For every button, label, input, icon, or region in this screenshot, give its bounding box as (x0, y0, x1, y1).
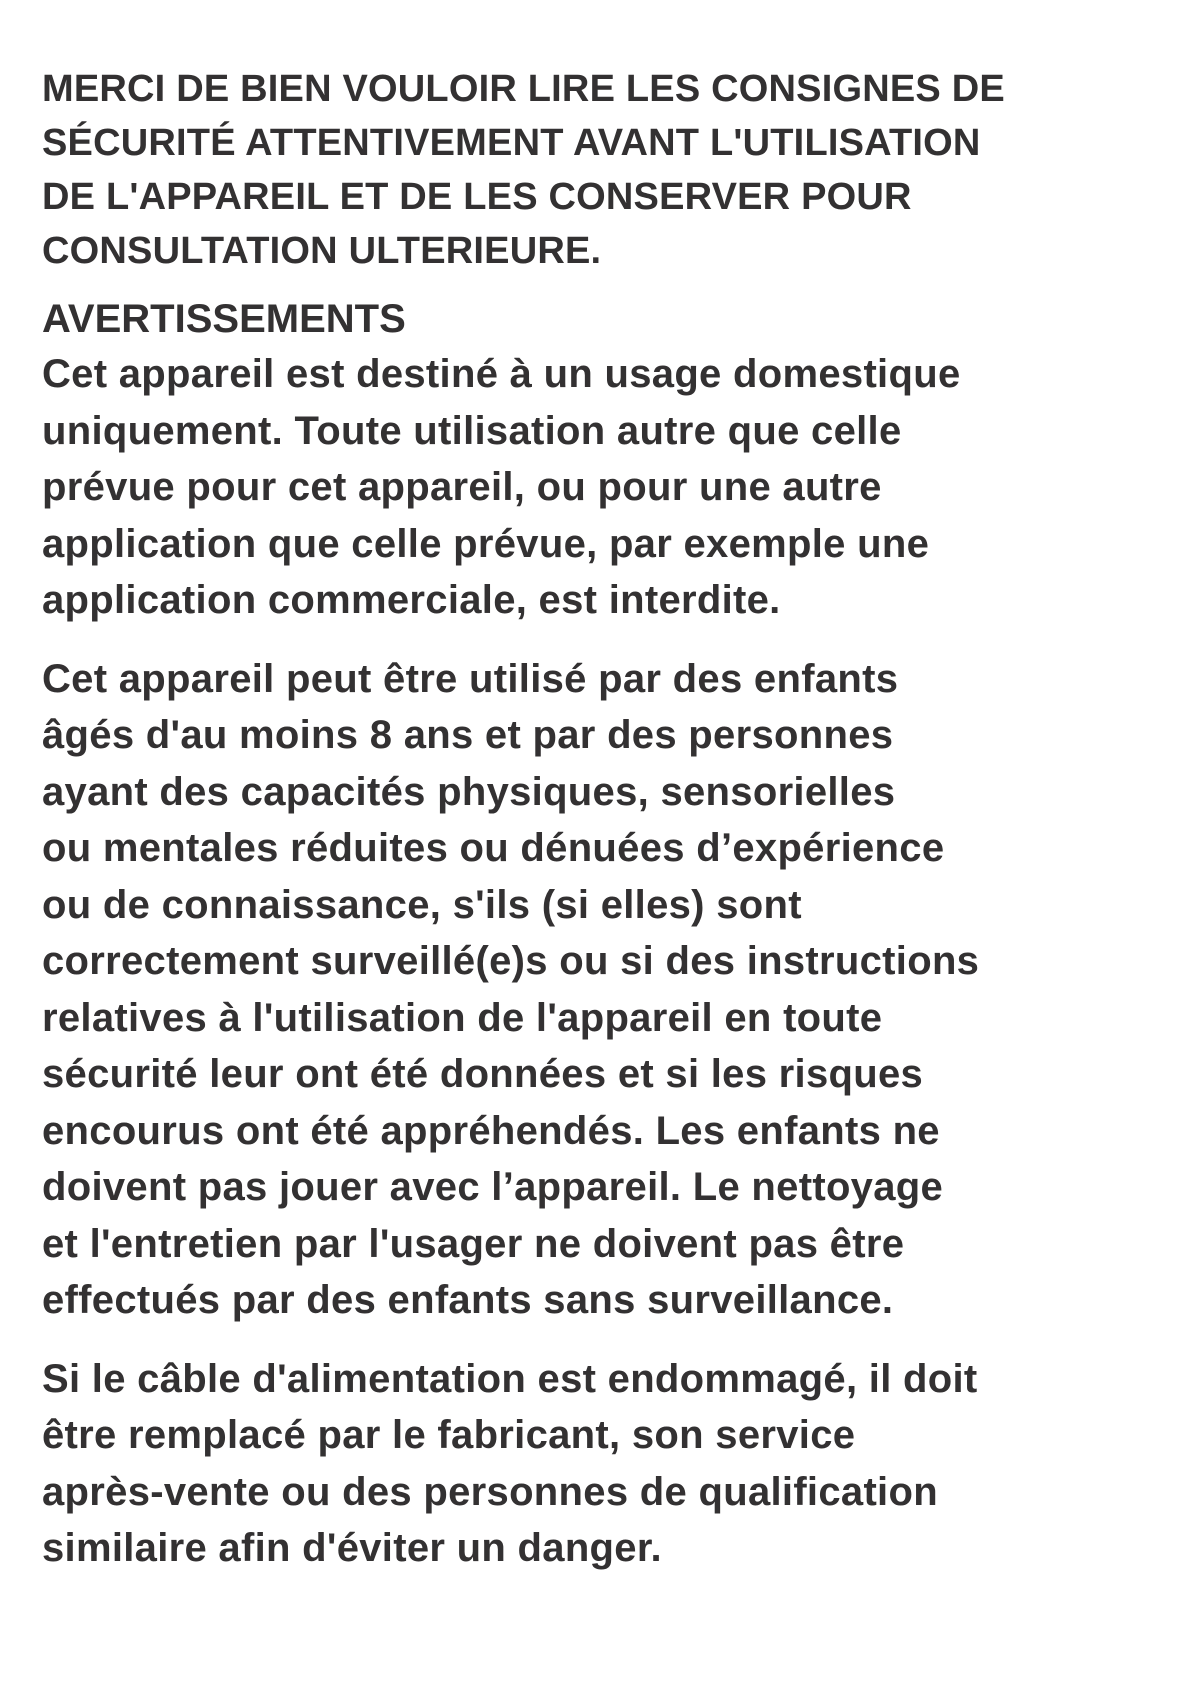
paragraph-line: sécurité leur ont été données et si les risques (42, 1052, 924, 1096)
paragraph-line: application que celle prévue, par exemple une (42, 521, 930, 566)
intro-line: SÉCURITÉ ATTENTIVEMENT AVANT L'UTILISATION (42, 122, 981, 164)
paragraph-line: âgés d'au moins 8 ans et par des personnes (42, 713, 894, 757)
paragraph-line: uniquement. Toute utilisation autre que celle (42, 408, 902, 453)
paragraph-line: ou mentales réduites ou dénuées d’expérience (42, 826, 945, 870)
paragraph-power-cable (42, 1351, 1172, 1577)
paragraph-line: ayant des capacités physiques, sensorielles (42, 769, 896, 814)
paragraph-line: prévue pour cet appareil, ou pour une autre (42, 465, 882, 509)
paragraph-line: application commerciale, est interdite. (42, 578, 781, 622)
paragraph-line: et l'entretien par l'usager ne doivent pas être (42, 1221, 905, 1266)
intro-line: MERCI DE BIEN VOULOIR LIRE LES CONSIGNES DE (42, 68, 1005, 110)
paragraph-domestic-use (42, 346, 1172, 629)
paragraph-line: relatives à l'utilisation de l'appareil en toute (42, 995, 883, 1040)
paragraph-line: Si le câble d'alimentation est endommagé, il doit (42, 1356, 978, 1401)
intro-line: CONSULTATION ULTERIEURE. (42, 230, 602, 272)
paragraph-line: après-vente ou des personnes de qualification (42, 1469, 938, 1514)
paragraph-line: encourus ont été appréhendés. Les enfants ne (42, 1108, 940, 1153)
section-heading-warnings: AVERTISSEMENTS (42, 297, 406, 341)
paragraph-line: doivent pas jouer avec l’appareil. Le nettoyage (42, 1165, 944, 1209)
paragraph-line: ou de connaissance, s'ils (si elles) sont (42, 882, 802, 927)
paragraph-line: effectués par des enfants sans surveillance. (42, 1278, 894, 1322)
paragraph-line: Cet appareil peut être utilisé par des enfants (42, 656, 899, 701)
paragraph-line: être remplacé par le fabricant, son service (42, 1413, 856, 1457)
paragraph-line: similaire afin d'éviter un danger. (42, 1526, 662, 1570)
intro-line: DE L'APPAREIL ET DE LES CONSERVER POUR (42, 176, 912, 218)
paragraph-line: correctement surveillé(e)s ou si des instructions (42, 939, 980, 983)
paragraph-children-supervision (42, 651, 1172, 1329)
document-page (42, 62, 1172, 1577)
paragraph-line: Cet appareil est destiné à un usage domestique (42, 352, 961, 396)
intro-notice (42, 62, 1172, 278)
